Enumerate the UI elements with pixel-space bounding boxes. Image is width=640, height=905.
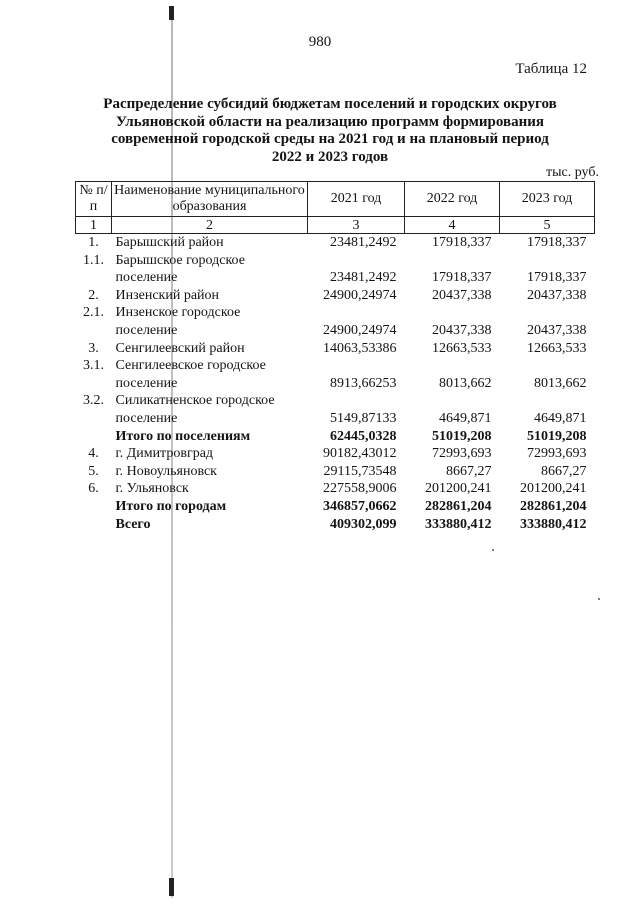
- value-2022: 282861,204: [425, 498, 492, 514]
- value-2021: 90182,43012: [323, 446, 397, 462]
- document-title: [80, 96, 580, 166]
- municipality-name-line: Барышский район: [115, 235, 224, 250]
- title-line: Ульяновской области на реализацию программ формирования: [115, 113, 545, 130]
- municipality-name: [112, 287, 308, 305]
- value-2023: 8013,662: [534, 375, 587, 391]
- municipality-name-line: поселение: [115, 270, 178, 286]
- table-row: [76, 516, 595, 534]
- municipality-name-line: Барышское городское: [115, 252, 245, 268]
- value-2023: 17918,337: [527, 235, 587, 250]
- value-2023: 72993,693: [527, 446, 587, 462]
- value-2022: 20437,338: [432, 322, 492, 338]
- row-number: [76, 498, 112, 516]
- municipality-name-line: Итого по городам: [115, 498, 227, 514]
- municipality-name-line: поселение: [115, 410, 178, 426]
- value-2022: 333880,412: [425, 516, 492, 532]
- municipality-name-line: г. Ульяновск: [115, 481, 189, 497]
- header-2023: 2023 год: [500, 182, 595, 217]
- header-2022: 2022 год: [405, 182, 500, 217]
- header-num: № п/п: [76, 182, 112, 217]
- value-2021: 23481,2492: [330, 270, 397, 286]
- value-2022: 17918,337: [432, 270, 492, 286]
- value-2021: 24900,24974: [323, 322, 397, 338]
- row-number: 5.: [88, 463, 99, 479]
- municipality-name: [112, 445, 308, 463]
- row-number: 3.: [88, 340, 99, 356]
- row-number: 4.: [88, 446, 99, 462]
- value-2021: 23481,2492: [330, 235, 397, 250]
- row-number: [76, 428, 112, 446]
- header-2021: 2021 год: [308, 182, 405, 217]
- municipality-name: [112, 357, 308, 392]
- table-label: Таблица 12: [515, 61, 587, 77]
- table-row: [76, 480, 595, 498]
- value-2022: 201200,241: [425, 481, 492, 497]
- scan-mark-top: [169, 6, 174, 20]
- value-2022: 4649,871: [439, 410, 492, 426]
- table-body: [76, 234, 595, 534]
- value-2023: 333880,412: [520, 516, 587, 532]
- value-2023: 201200,241: [520, 481, 587, 497]
- column-number-row: [76, 217, 595, 234]
- value-2023: 17918,337: [527, 270, 587, 286]
- subsidy-table: [75, 181, 595, 533]
- municipality-name: [112, 516, 308, 534]
- value-2022: 8667,27: [446, 463, 492, 479]
- value-2023: 20437,338: [527, 322, 587, 338]
- municipality-name: [112, 234, 308, 252]
- value-2023: 12663,533: [527, 340, 587, 356]
- value-2022: 72993,693: [432, 446, 492, 462]
- municipality-name: [112, 304, 308, 339]
- row-number: 3.2.: [83, 393, 104, 409]
- table-row: [76, 445, 595, 463]
- value-2021: 24900,24974: [323, 287, 397, 303]
- row-number: 2.: [88, 287, 99, 303]
- col-number: 3: [308, 217, 405, 234]
- municipality-name-line: г. Димитровград: [115, 446, 214, 462]
- municipality-name-line: Инзенский район: [115, 287, 220, 303]
- col-number: 2: [112, 217, 308, 234]
- title-line: 2022 и 2023 годов: [271, 148, 389, 165]
- col-number: 1: [76, 217, 112, 234]
- row-number: 6.: [88, 481, 99, 497]
- table-header-row: [76, 182, 595, 217]
- municipality-name: [112, 480, 308, 498]
- value-2022: 20437,338: [432, 287, 492, 303]
- value-2023: 8667,27: [541, 463, 587, 479]
- scan-speck: [492, 549, 494, 551]
- table-row: [76, 252, 595, 287]
- value-2021: 346857,0662: [323, 498, 397, 514]
- value-2022: 12663,533: [432, 340, 492, 356]
- municipality-name-line: Всего: [115, 516, 151, 532]
- municipality-name-line: г. Новоульяновск: [115, 463, 217, 479]
- table-row: [76, 304, 595, 339]
- value-2023: 20437,338: [527, 287, 587, 303]
- col-number: 5: [500, 217, 595, 234]
- table-row: [76, 498, 595, 516]
- value-2023: 51019,208: [527, 428, 587, 444]
- municipality-name: [112, 252, 308, 287]
- value-2021: 409302,099: [330, 516, 397, 532]
- value-2021: 29115,73548: [323, 463, 397, 479]
- value-2021: 62445,0328: [330, 428, 397, 444]
- row-number: 2.1.: [83, 305, 104, 321]
- municipality-name: [112, 340, 308, 358]
- table-row: [76, 463, 595, 481]
- units-label: тыс. руб.: [546, 165, 599, 180]
- value-2021: 5149,87133: [330, 410, 397, 426]
- municipality-name-line: поселение: [115, 322, 178, 338]
- municipality-name: [112, 463, 308, 481]
- value-2023: 282861,204: [520, 498, 587, 514]
- header-name: Наименование муниципального образования: [112, 182, 308, 217]
- table-row: [76, 287, 595, 305]
- municipality-name-line: Сенгилеевский район: [115, 340, 245, 356]
- row-number: [76, 516, 112, 534]
- row-number: 1.: [88, 235, 99, 250]
- title-line: современной городской среды на 2021 год и на плановый период: [111, 131, 549, 147]
- value-2022: 8013,662: [439, 375, 492, 391]
- municipality-name: [112, 392, 308, 427]
- municipality-name: [112, 428, 308, 446]
- value-2021: 227558,9006: [323, 481, 397, 497]
- municipality-name-line: Инзенское городское: [115, 305, 241, 321]
- municipality-name-line: Силикатненское городское: [115, 393, 275, 409]
- table-row: [76, 357, 595, 392]
- scan-mark-bottom: [169, 878, 174, 896]
- value-2021: 8913,66253: [330, 375, 397, 391]
- table-row: [76, 428, 595, 446]
- value-2023: 4649,871: [534, 410, 587, 426]
- table-row: [76, 340, 595, 358]
- table-row: [76, 234, 595, 252]
- value-2021: 14063,53386: [323, 340, 397, 356]
- municipality-name-line: поселение: [115, 375, 178, 391]
- col-number: 4: [405, 217, 500, 234]
- municipality-name-line: Итого по поселениям: [115, 428, 251, 444]
- page-number: 980: [308, 34, 332, 50]
- table-row: [76, 392, 595, 427]
- municipality-name: [112, 498, 308, 516]
- value-2022: 51019,208: [432, 428, 492, 444]
- scan-speck: [598, 598, 600, 600]
- row-number: 3.1.: [83, 358, 104, 374]
- title-line: Распределение субсидий бюджетам поселений и городских округов: [103, 96, 557, 112]
- municipality-name-line: Сенгилеевское городское: [115, 358, 266, 374]
- row-number: 1.1.: [83, 252, 104, 268]
- value-2022: 17918,337: [432, 235, 492, 250]
